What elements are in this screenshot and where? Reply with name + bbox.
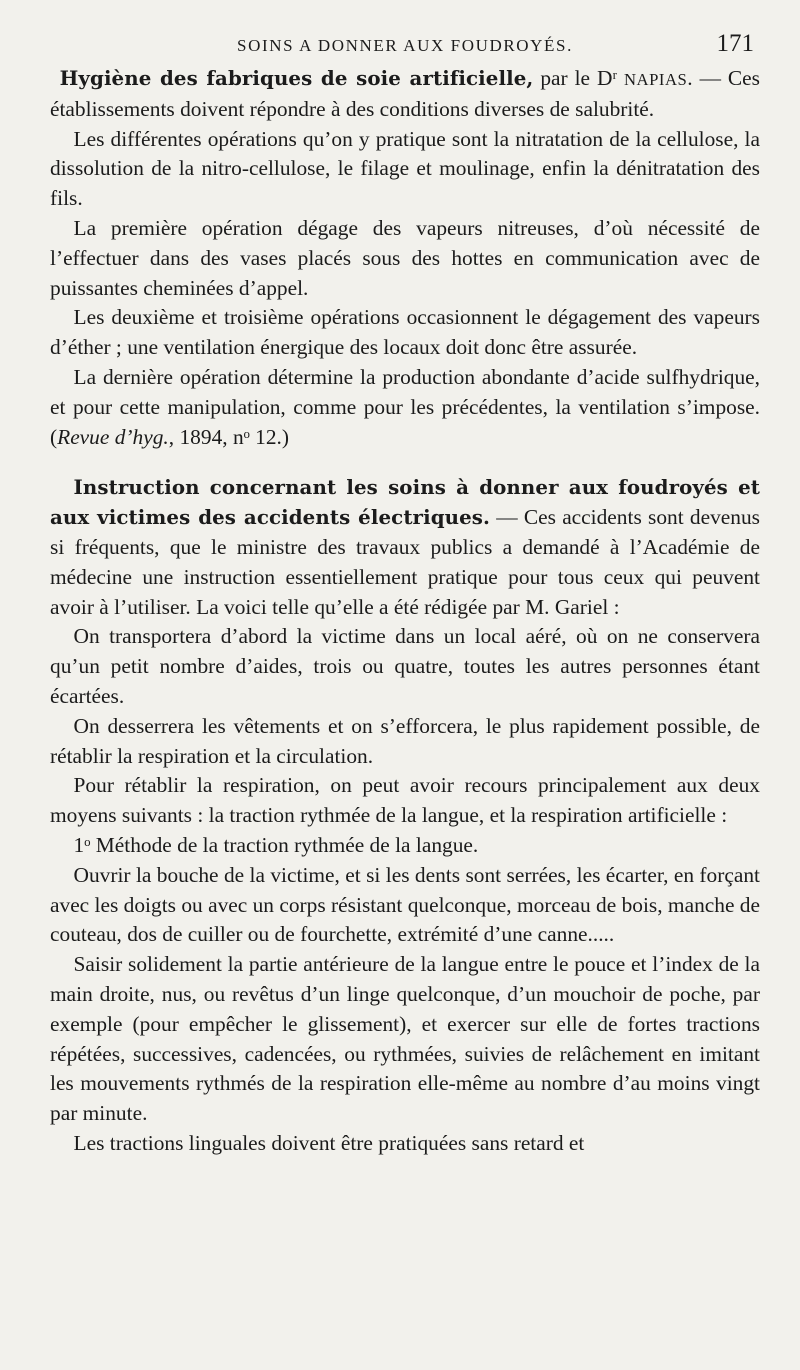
paragraph: Les différentes opérations qu’on y pratique sont la nitratation de la cellulose, la dissolution de la nitro-cellulose, le filage et moulinage, enfin la dénitratation des fils. [50, 126, 760, 211]
section-heading-hygiene: Hygiène des fabriques de soie artificielle, [59, 66, 534, 90]
body-text [50, 64, 760, 1159]
author-name: NAPIAS [624, 70, 688, 89]
citation-journal: Revue d’hyg. [57, 424, 169, 449]
paragraph: La première opération dégage des vapeurs nitreuses, d’où nécessité de l’effectuer dans des vases placés sous des hottes en communication avec de puissantes cheminées d’appel. [50, 215, 760, 300]
author-prefix: par le Dʳ [533, 66, 624, 90]
citation-details: , 1894, nᵒ 12.) [168, 424, 290, 449]
method-heading: 1ᵒ Méthode de la traction rythmée de la langue. [73, 832, 479, 857]
paragraph: Les tractions linguales doivent être pratiquées sans retard et [73, 1130, 585, 1155]
paragraph: Les deuxième et troisième opérations occasionnent le dégagement des vapeurs d’éther ; une ventilation énergique des locaux doit donc être assurée. [50, 305, 760, 360]
section-instruction-intro [50, 473, 760, 622]
section-heading-instruction: Instruction concernant les soins à donner aux foudroyés et aux victimes des accidents électriques. [50, 475, 760, 530]
page-number: 171 [716, 30, 754, 57]
running-head [50, 30, 760, 64]
intro-text: — Ces accidents sont devenus si fréquents, que le ministre des travaux publics a demandé à l’Académie de médecine une instruction essentiellement pratique pour tous ceux qui peuvent avoir à l’utiliser. La voici telle qu’elle a été rédigée par M. Gariel : [50, 505, 760, 619]
paragraph-text: La dernière opération détermine la production abondante d’acide sulfhydrique, et pour cette manipulation, comme pour les précédentes, la ventilation s’impose. ( [50, 364, 760, 449]
intro-text: . — Ces établissements doivent répondre à des conditions diverses de salubrité. [50, 66, 760, 121]
paragraph: Pour rétablir la respiration, on peut avoir recours principalement aux deux moyens suivants : la traction rythmée de la langue, et la respiration artificielle : [50, 773, 760, 828]
paragraph: Ouvrir la bouche de la victime, et si les dents sont serrées, les écarter, en forçant avec les doigts ou avec un corps résistant quelconque, morceau de bois, manche de couteau, dos de cuiller ou de fourchette, extrémité d’une canne..... [50, 862, 760, 947]
section-hygiene-intro [50, 64, 760, 125]
running-title: SOINS A DONNER AUX FOUDROYÉS. [237, 36, 573, 55]
paragraph: Saisir solidement la partie antérieure de la langue entre le pouce et l’index de la main droite, nus, ou revêtus d’un linge quelconque, d’un mouchoir de poche, par exemple (pour empêcher le glissement), et exercer sur elle de fortes tractions répétées, successives, cadencées, ou rythmées, suivies de relâchement en imitant les mouvements rythmés de la respiration elle-même au nombre d’au moins vingt par minute. [50, 952, 760, 1126]
paragraph-with-citation [50, 363, 760, 452]
paragraph: On desserrera les vêtements et on s’efforcera, le plus rapidement possible, de rétablir la respiration et la circulation. [50, 713, 760, 768]
paragraph: On transportera d’abord la victime dans un local aéré, où on ne conservera qu’un petit nombre d’aides, trois ou quatre, toutes les autres personnes étant écartées. [50, 624, 760, 708]
